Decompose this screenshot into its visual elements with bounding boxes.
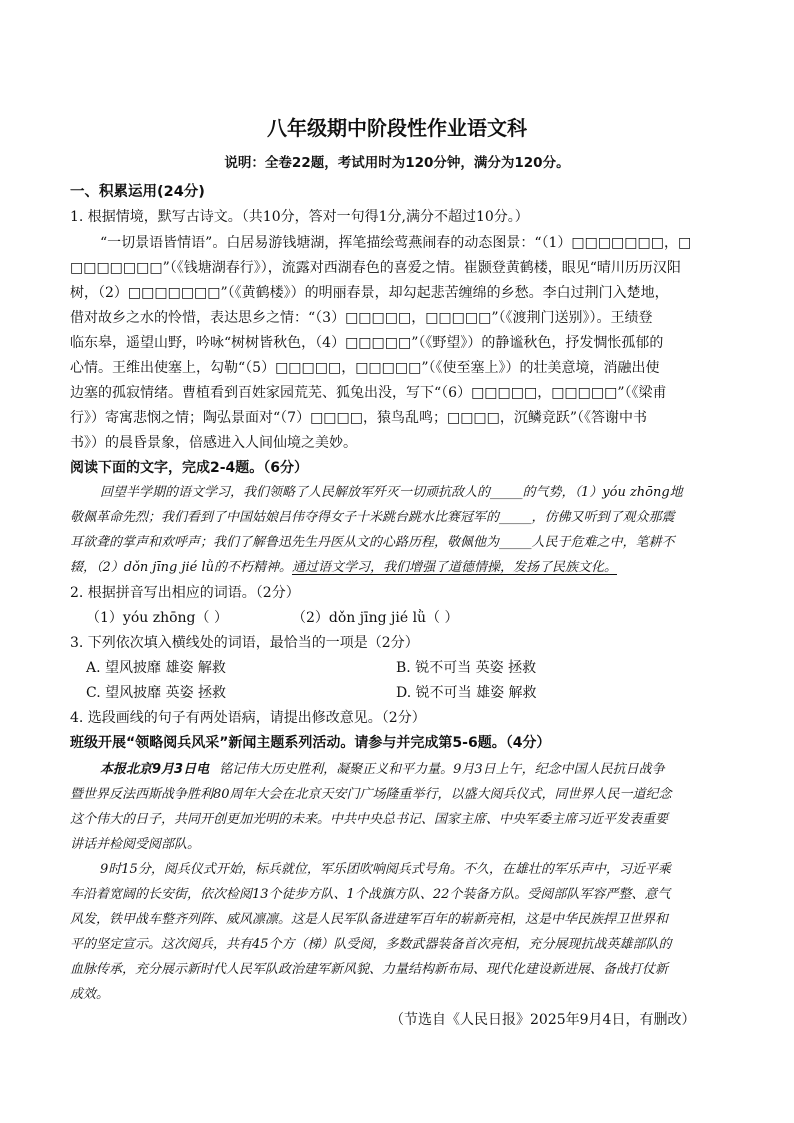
news-line: 成效。 xyxy=(70,987,110,1002)
q1-line: “一切景语皆情语”。白居易游钱塘湖，挥笔描绘莺燕闹春的动态图景：“（1）□□□□□□□，□ xyxy=(100,235,692,251)
q2-blank-1: （1）yóu zhōng（ ） xyxy=(86,610,228,626)
question-4-prompt: 4. 选段画线的句子有两处语病，请提出修改意见。（2分） xyxy=(70,710,426,726)
activity-heading: 班级开展“领略阅兵风采”新闻主题系列活动。请参与并完成第5-6题。（4分） xyxy=(70,735,551,751)
q3-option-d: D. 锐不可当 雄姿 解救 xyxy=(396,685,537,701)
news-line xyxy=(100,760,665,780)
exam-instructions: 说明：全卷22题，考试用时为120分钟，满分为120分。 xyxy=(224,155,570,171)
passage-line: 敬佩革命先烈；我们看到了中国姑娘吕伟夺得女子十米跳台跳水比赛冠军的_____，仿佛又听到了观众那震 xyxy=(70,510,675,525)
section-heading: 一、积累运用(24分) xyxy=(70,184,205,200)
news-line: 9时15分，阅兵仪式开始，标兵就位，军乐团吹响阅兵式号角。不久，在雄壮的军乐声中，习近平乘 xyxy=(100,862,671,877)
q1-line: 借对故乡之水的怜惜，表达思乡之情：“（3）□□□□□，□□□□□”（《渡荆门送别》）。王绩登 xyxy=(70,310,653,326)
q1-line: 书》）的晨昏景象，倍感进入人间仙境之美妙。 xyxy=(70,435,357,451)
q1-line: 树，（2）□□□□□□□”（《黄鹤楼》）的明丽春景，却勾起悲苦缠绵的乡愁。李白过荆门入楚地， xyxy=(70,285,669,301)
news-line: 血脉传承，充分展示新时代人民军队政治建军新风貌、力量结构新布局、现代化建设新进展、备战打仗新 xyxy=(70,962,669,977)
question-2-prompt: 2. 根据拼音写出相应的词语。（2分） xyxy=(70,585,300,601)
q1-line: 临东皋，遥望山野，吟咏“树树皆秋色，（4）□□□□□”（《野望》）的静谧秋色，抒发惆怅孤郁的 xyxy=(70,335,664,351)
passage-text: 辍，（2）dǒn jīng jié lǜ的不朽精神。 xyxy=(70,560,292,575)
news-line: 风发，铁甲战车整齐列阵、威风凛凛。这是人民军队备进建军百年的崭新亮相，这是中华民族捍卫世界和 xyxy=(70,912,669,927)
underlined-sentence: 通过语文学习，我们增强了道德情操，发扬了民族文化。 xyxy=(291,560,617,575)
q1-line: 心情。王维出使塞上，勾勒“（5）□□□□□，□□□□□”（《使至塞上》）的壮美意境，消融出使 xyxy=(70,360,660,376)
q3-option-c: C. 望风披靡 英姿 拯救 xyxy=(86,685,227,701)
news-line: 车沿着宽阔的长安街，依次检阅13个徒步方队、1个战旗方队、22个装备方队。受阅部队军容严整、意气 xyxy=(70,887,671,902)
question-3-prompt: 3. 下列依次填入横线处的词语，最恰当的一项是（2分） xyxy=(70,635,419,651)
q2-blank-2: （2）dǒn jīng jié lǜ（ ） xyxy=(292,610,459,626)
question-1-prompt: 1. 根据情境，默写古诗文。（共10分，答对一句得1分,满分不超过10分。） xyxy=(70,209,529,225)
passage-line: 耳欲聋的掌声和欢呼声；我们了解鲁迅先生丹医从文的心路历程，敬佩他为_____人民于危难之中，笔耕不 xyxy=(70,535,675,550)
news-line: 讲话并检阅受阅部队。 xyxy=(70,837,201,852)
reading-heading: 阅读下面的文字，完成2-4题。（6分） xyxy=(70,460,309,476)
news-source: （节选自《人民日报》2025年9月4日，有删改） xyxy=(390,1012,696,1028)
news-dateline: 本报北京9月3日电 xyxy=(100,762,210,777)
q3-option-a: A. 望风披靡 雄姿 解救 xyxy=(86,660,226,676)
q1-line: 行》）寄寓悲悯之情；陶弘景面对“（7）□□□□，猿鸟乱鸣；□□□□，沉鳞竞跃”（《答谢中书 xyxy=(70,410,648,426)
news-line: 暨世界反法西斯战争胜利80周年大会在北京天安门广场隆重举行，以盛大阅兵仪式，同世界人民一道纪念 xyxy=(70,787,672,802)
news-line: 平的坚定宣示。这次阅兵，共有45个方（梯）队受阅，多数武器装备首次亮相，充分展现抗战英雄部队的 xyxy=(70,937,672,952)
passage-line: 回望半学期的语文学习，我们领略了人民解放军歼灭一切顽抗敌人的_____的气势，（1）yóu zhōng地 xyxy=(100,485,683,500)
q3-option-b: B. 锐不可当 英姿 拯救 xyxy=(396,660,537,676)
q1-line: □□□□□□□”（《钱塘湖春行》），流露对西湖春色的喜爱之情。崔颢登黄鹤楼，眼见“晴川历历汉阳 xyxy=(70,260,681,276)
news-line: 这个伟大的日子，共同开创更加光明的未来。中共中央总书记、国家主席、中央军委主席习近平发表重要 xyxy=(70,812,669,827)
passage-line xyxy=(70,558,617,578)
news-text: 铭记伟大历史胜利，凝聚正义和平力量。9月3日上午，纪念中国人民抗日战争 xyxy=(219,762,665,777)
page-title: 八年级期中阶段性作业语文科 xyxy=(267,116,527,140)
q1-line: 边塞的孤寂情绪。曹植看到百姓家园荒芜、狐兔出没，写下“（6）□□□□□，□□□□□”（《梁甫 xyxy=(70,385,667,401)
